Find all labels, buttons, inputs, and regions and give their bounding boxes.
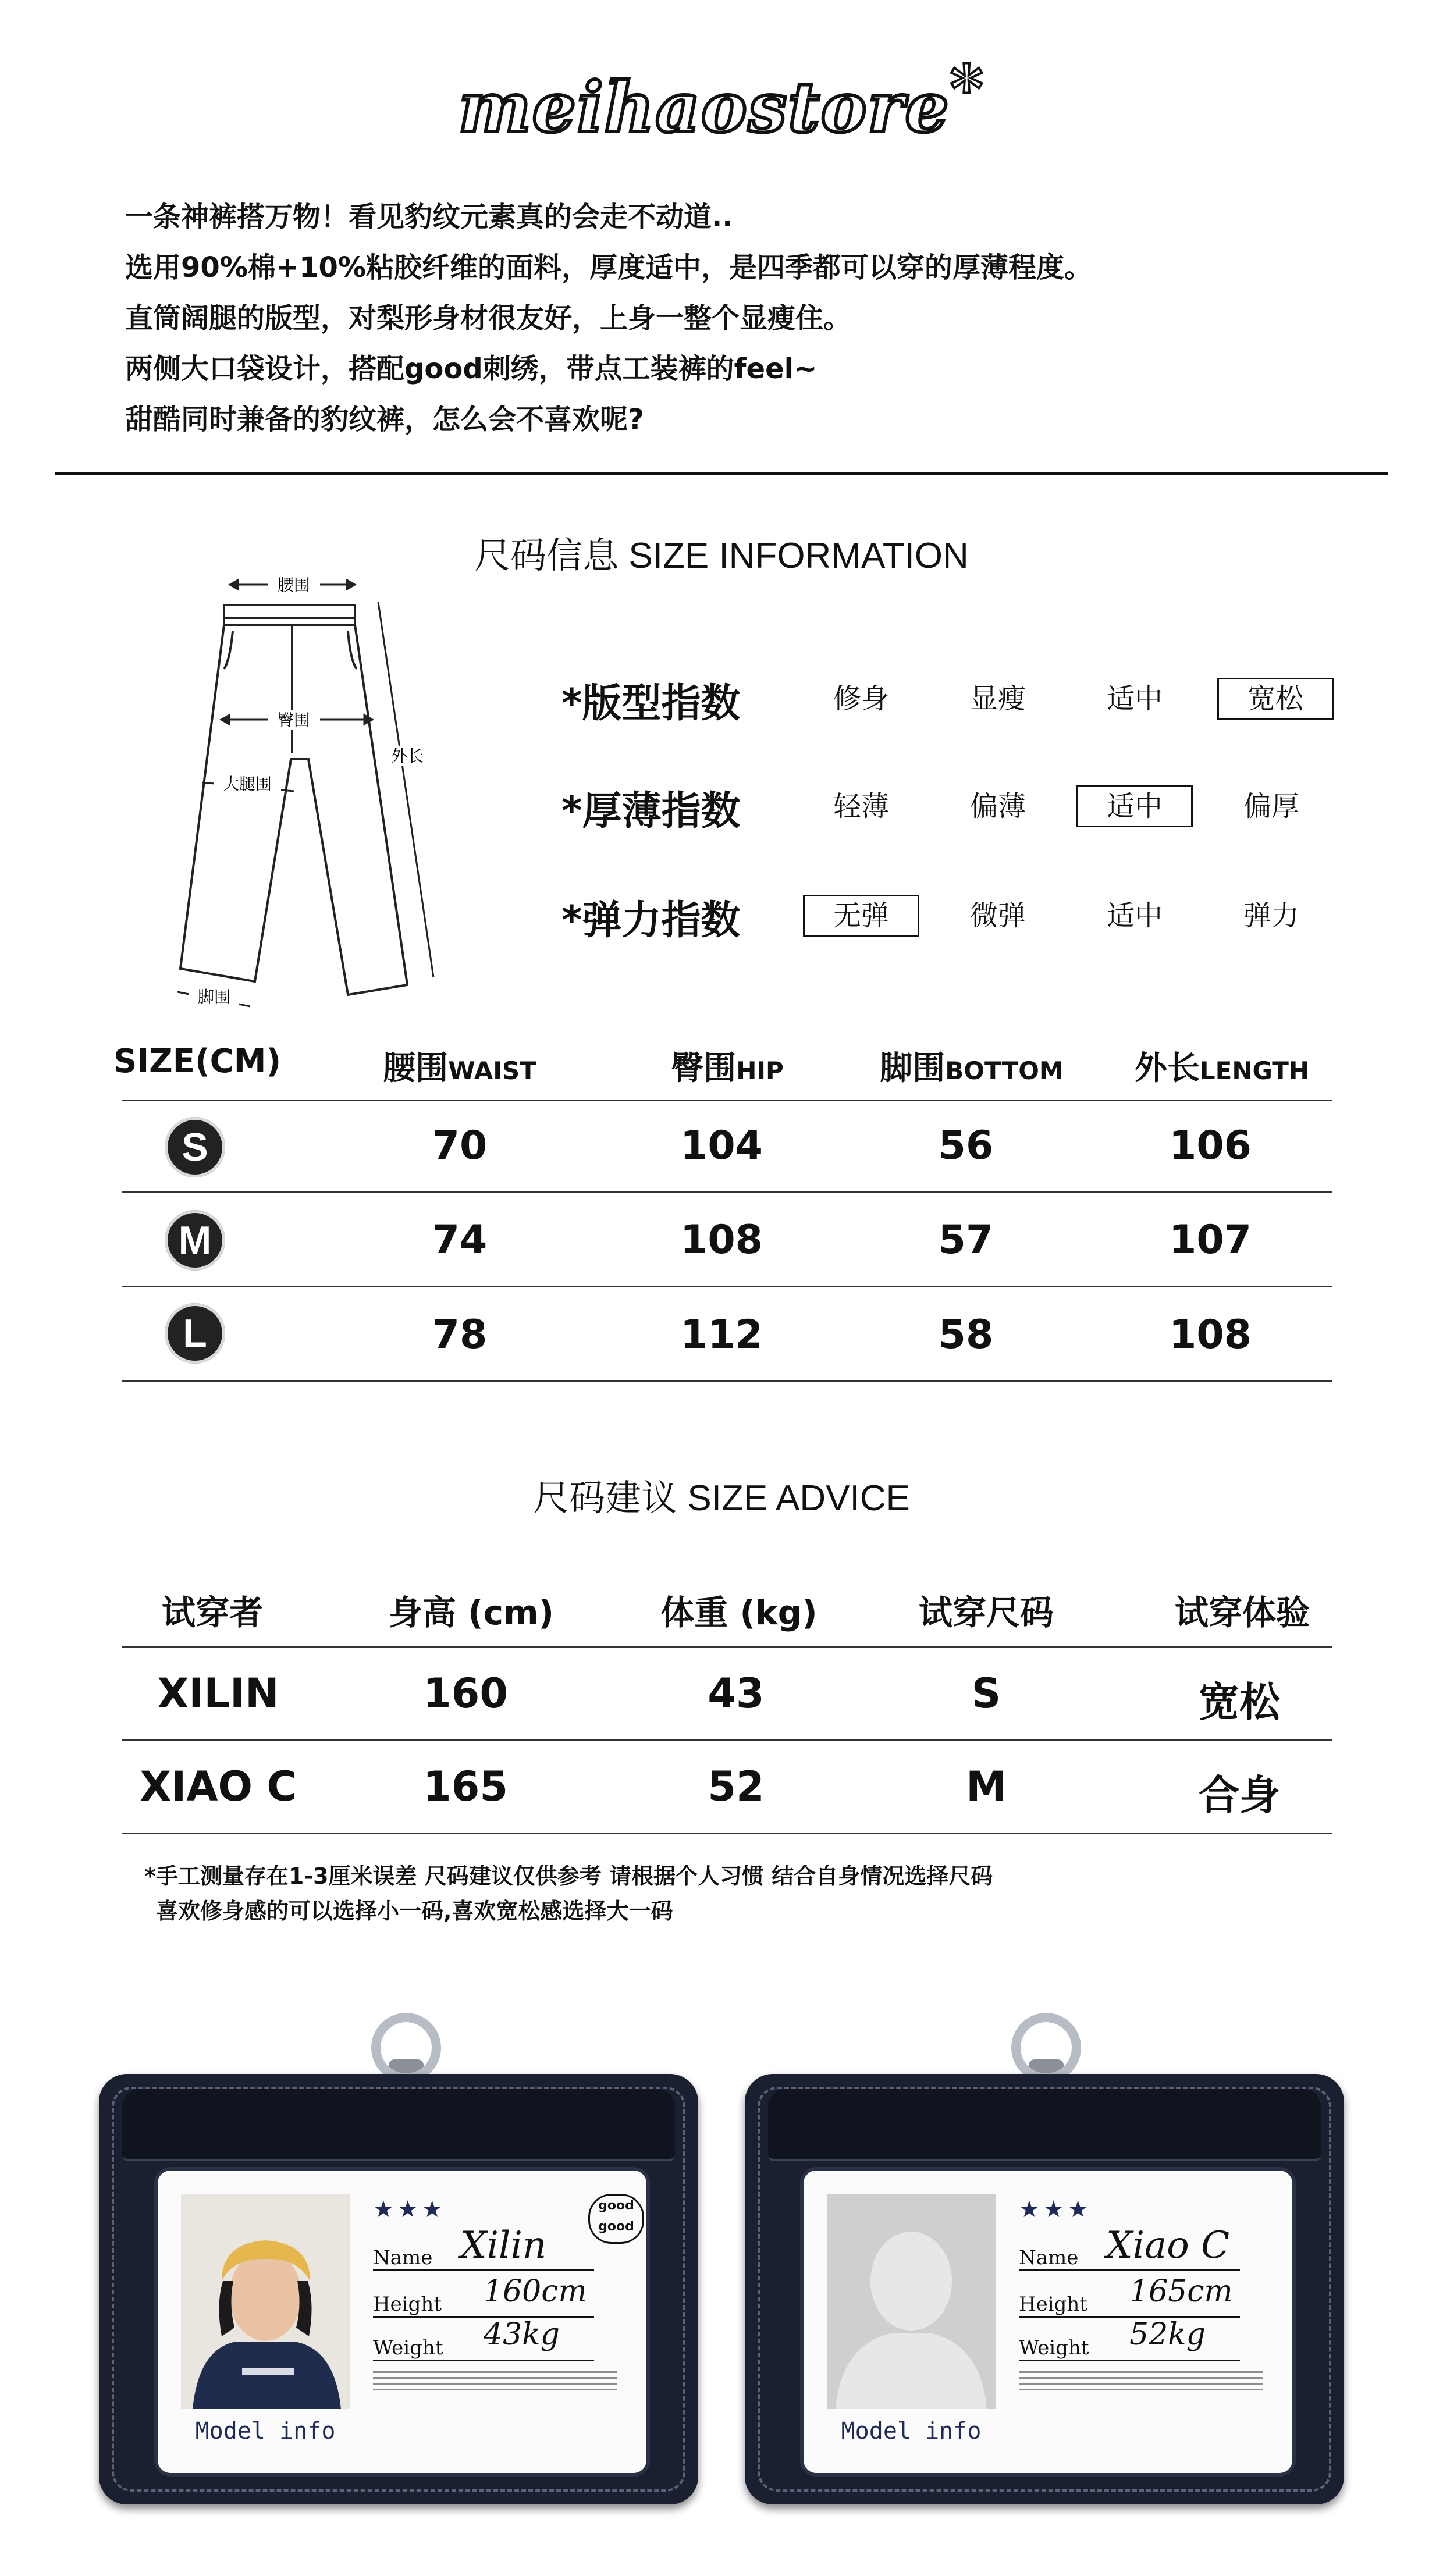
model-photo-placeholder bbox=[827, 2194, 996, 2409]
model-card bbox=[745, 2074, 1344, 2504]
scale-option-selected: 无弹 bbox=[803, 895, 919, 937]
good-stamp: good good bbox=[588, 2194, 644, 2244]
scale-option-selected: 宽松 bbox=[1217, 678, 1334, 720]
scale-option: 适中 bbox=[1106, 682, 1163, 715]
name-label: Name bbox=[1019, 2246, 1079, 2269]
table-rule bbox=[122, 1646, 1332, 1648]
label-length: 外长 bbox=[390, 746, 424, 766]
fine-print bbox=[1019, 2371, 1263, 2394]
cell-bottom: 58 bbox=[938, 1312, 994, 1358]
scale-option: 显瘦 bbox=[969, 682, 1026, 715]
name-value: Xilin bbox=[460, 2224, 547, 2267]
cell-hip: 112 bbox=[680, 1312, 763, 1358]
description-line: 甜酷同时兼备的豹纹裤，怎么会不喜欢呢? bbox=[125, 403, 644, 436]
model-info-caption: Model info bbox=[195, 2418, 336, 2445]
scale-option: 偏厚 bbox=[1243, 790, 1299, 823]
advice-header: 试穿体验 bbox=[1174, 1593, 1310, 1632]
table-rule bbox=[122, 1833, 1332, 1834]
cell-bottom: 56 bbox=[938, 1123, 994, 1169]
cell-size: S bbox=[971, 1670, 1001, 1717]
cell-fit: 合身 bbox=[1199, 1771, 1280, 1819]
cell-waist: 70 bbox=[432, 1123, 488, 1169]
lanyard-ring bbox=[1011, 2013, 1081, 2083]
description-line: 一条神裤搭万物！看见豹纹元素真的会走不动道.. bbox=[125, 201, 733, 233]
size-advice-title: 尺码建议 SIZE ADVICE bbox=[533, 1478, 910, 1518]
height-value: 165cm bbox=[1129, 2274, 1233, 2309]
size-badge: S bbox=[165, 1117, 225, 1177]
card-window bbox=[154, 2167, 650, 2477]
cell-length: 106 bbox=[1169, 1123, 1252, 1169]
cell-tester: XILIN bbox=[157, 1670, 279, 1717]
label-waist: 腰围 bbox=[277, 575, 311, 595]
weight-value: 52kg bbox=[1129, 2317, 1206, 2352]
header-cn: 臀围 bbox=[671, 1049, 737, 1087]
height-label: Height bbox=[1019, 2293, 1087, 2316]
model-photo-image bbox=[181, 2194, 350, 2409]
cell-height: 165 bbox=[422, 1763, 509, 1810]
size-badge: L bbox=[165, 1303, 225, 1364]
header-cn: 脚围 bbox=[880, 1049, 946, 1087]
advice-header: 试穿者 bbox=[161, 1593, 263, 1632]
cell-length: 107 bbox=[1169, 1217, 1252, 1263]
header-en: HIP bbox=[736, 1056, 784, 1085]
section-divider bbox=[55, 472, 1388, 475]
header-en: WAIST bbox=[448, 1056, 536, 1085]
description-line: 选用90%棉+10%粘胶纤维的面料，厚度适中，是四季都可以穿的厚薄程度。 bbox=[125, 251, 1093, 284]
weight-label: Weight bbox=[1019, 2336, 1089, 2360]
brand-logo-star: * bbox=[950, 51, 985, 126]
scale-option: 轻薄 bbox=[833, 790, 889, 823]
cell-bottom: 57 bbox=[938, 1217, 994, 1263]
size-info-title: 尺码信息 SIZE INFORMATION bbox=[474, 536, 969, 576]
size-table-header bbox=[113, 1043, 281, 1080]
description-line: 直筒阔腿的版型，对梨形身材很友好，上身一整个显瘦住。 bbox=[125, 302, 852, 335]
scale-option: 修身 bbox=[833, 682, 889, 715]
cell-size: M bbox=[966, 1763, 1007, 1810]
table-rule bbox=[122, 1380, 1332, 1382]
cell-fit: 宽松 bbox=[1199, 1678, 1280, 1726]
cell-waist: 74 bbox=[432, 1217, 488, 1263]
note-line: 喜欢修身感的可以选择小一码,喜欢宽松感选择大一码 bbox=[156, 1898, 673, 1924]
size-table-header bbox=[1094, 1043, 1350, 1089]
table-rule bbox=[122, 1191, 1332, 1193]
scale-label-fit: *版型指数 bbox=[561, 681, 741, 727]
name-value: Xiao C bbox=[1106, 2224, 1230, 2267]
rating-stars: ★★★ bbox=[373, 2196, 446, 2223]
scale-label-thickness: *厚薄指数 bbox=[561, 788, 741, 834]
field-underline bbox=[373, 2360, 594, 2361]
table-rule bbox=[122, 1100, 1332, 1101]
size-table-header bbox=[349, 1043, 570, 1089]
model-card bbox=[99, 2074, 698, 2504]
height-label: Height bbox=[373, 2293, 442, 2316]
measurement-note bbox=[144, 1859, 993, 1929]
advice-header: 体重 (kg) bbox=[660, 1593, 818, 1632]
cell-hip: 104 bbox=[680, 1123, 763, 1169]
fine-print bbox=[373, 2371, 617, 2394]
label-bottom: 脚围 bbox=[197, 987, 231, 1006]
label-thigh: 大腿围 bbox=[222, 774, 272, 794]
cell-length: 108 bbox=[1169, 1312, 1252, 1358]
silhouette-icon bbox=[827, 2194, 996, 2409]
note-line: *手工测量存在1-3厘米误差 尺码建议仅供参考 请根据个人习惯 结合自身情况选择尺码 bbox=[144, 1863, 993, 1889]
cell-weight: 52 bbox=[708, 1763, 765, 1810]
size-table-header bbox=[844, 1043, 1100, 1089]
table-rule bbox=[122, 1739, 1332, 1741]
size-table-header bbox=[617, 1043, 838, 1089]
cell-height: 160 bbox=[422, 1670, 509, 1717]
weight-value: 43kg bbox=[484, 2317, 560, 2352]
advice-header: 试穿尺码 bbox=[918, 1593, 1054, 1632]
lanyard-ring bbox=[371, 2013, 441, 2083]
scale-label-stretch: *弹力指数 bbox=[561, 898, 741, 944]
label-hip: 臀围 bbox=[277, 710, 311, 730]
model-info-caption: Model info bbox=[841, 2418, 982, 2445]
header-en: LENGTH bbox=[1199, 1056, 1310, 1085]
product-description bbox=[125, 192, 1347, 445]
field-underline bbox=[1019, 2360, 1240, 2361]
cell-waist: 78 bbox=[432, 1312, 488, 1358]
scale-option: 弹力 bbox=[1243, 899, 1299, 932]
height-value: 160cm bbox=[484, 2274, 587, 2309]
cell-hip: 108 bbox=[680, 1217, 763, 1263]
pants-diagram bbox=[163, 567, 465, 1033]
scale-option: 偏薄 bbox=[969, 790, 1026, 823]
table-rule bbox=[122, 1286, 1332, 1287]
brand-logo-text: meihaostore bbox=[458, 67, 950, 148]
advice-header: 身高 (cm) bbox=[388, 1593, 555, 1632]
field-underline bbox=[373, 2269, 594, 2271]
field-underline bbox=[1019, 2269, 1240, 2271]
model-photo bbox=[181, 2194, 350, 2409]
rating-stars: ★★★ bbox=[1019, 2196, 1092, 2223]
header-cn: 腰围 bbox=[383, 1049, 449, 1087]
scale-option: 适中 bbox=[1106, 899, 1163, 932]
name-label: Name bbox=[373, 2246, 433, 2269]
cell-tester: XIAO C bbox=[140, 1763, 297, 1810]
scale-option: 微弹 bbox=[969, 899, 1026, 932]
cell-weight: 43 bbox=[708, 1670, 765, 1717]
header-size: SIZE(CM) bbox=[113, 1043, 282, 1080]
description-line: 两侧大口袋设计，搭配good刺绣，带点工装裤的feel~ bbox=[125, 353, 818, 385]
size-badge: M bbox=[165, 1210, 225, 1271]
weight-label: Weight bbox=[373, 2336, 443, 2360]
header-cn: 外长 bbox=[1134, 1049, 1200, 1087]
scale-option-selected: 适中 bbox=[1076, 785, 1193, 827]
brand-logo bbox=[0, 51, 1443, 148]
header-en: BOTTOM bbox=[945, 1056, 1064, 1085]
card-window bbox=[800, 2167, 1296, 2477]
